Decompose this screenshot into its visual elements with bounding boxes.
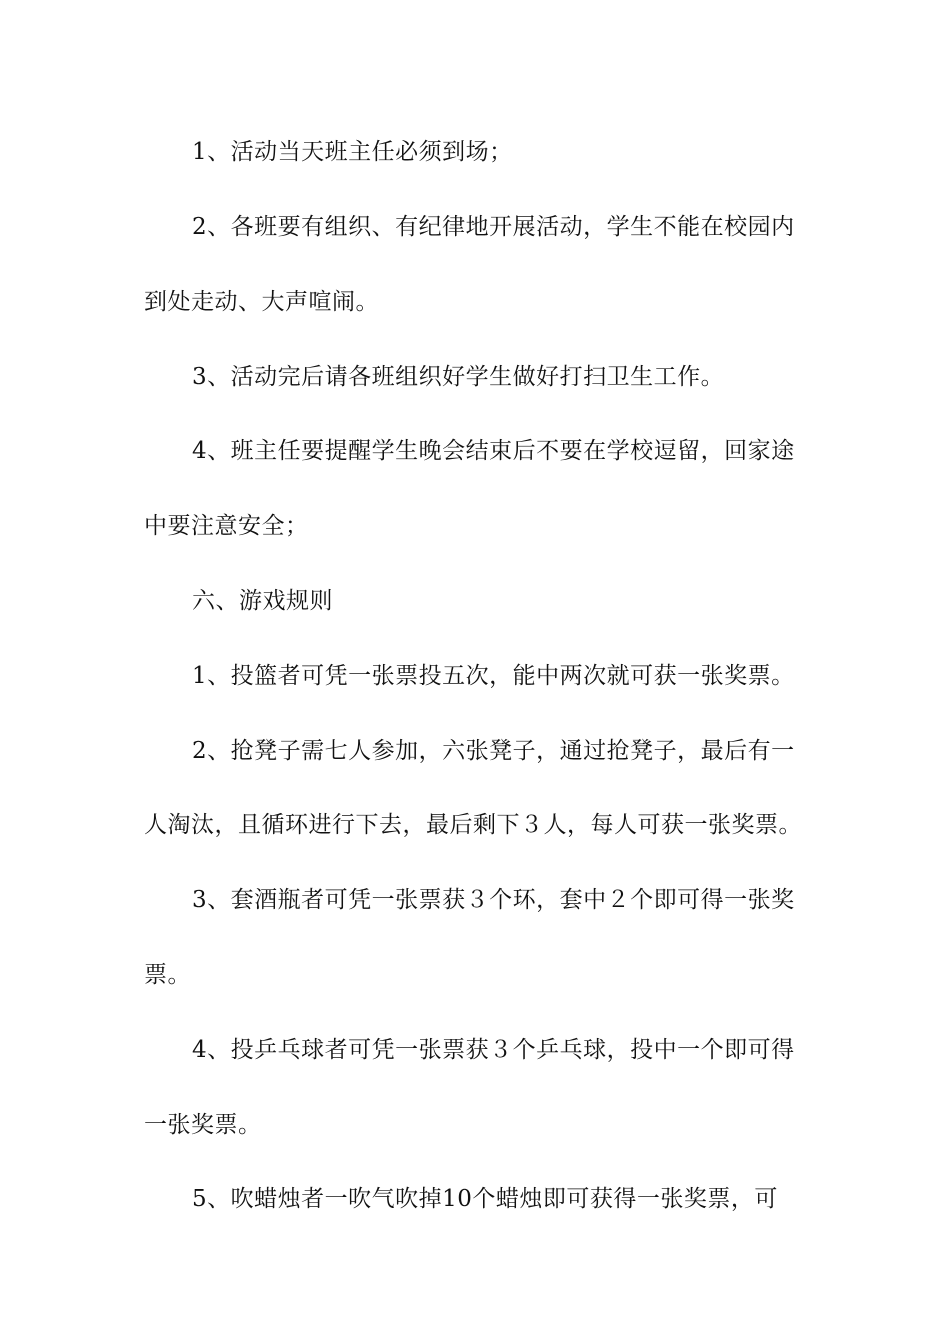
section-heading: 六、游戏规则 xyxy=(192,588,333,614)
text-line: 2、各班要有组织、有纪律地开展活动，学生不能在校园内 xyxy=(192,214,795,240)
text-line: 1、投篮者可凭一张票投五次，能中两次就可获一张奖票。 xyxy=(192,663,795,689)
text-line: 一张奖票。 xyxy=(144,1112,262,1138)
text-line: 5、吹蜡烛者一吹气吹掉10个蜡烛即可获得一张奖票，可 xyxy=(192,1186,778,1212)
text-line: 4、投乒乓球者可凭一张票获３个乒乓球，投中一个即可得 xyxy=(192,1037,795,1063)
text-line: 到处走动、大声喧闹。 xyxy=(144,289,379,315)
text-line: 票。 xyxy=(144,962,191,988)
text-line: 2、抢凳子需七人参加，六张凳子，通过抢凳子，最后有一 xyxy=(192,738,795,764)
text-line: 人淘汰，且循环进行下去，最后剩下３人，每人可获一张奖票。 xyxy=(144,812,802,838)
text-line: 3、活动完后请各班组织好学生做好打扫卫生工作。 xyxy=(192,364,725,390)
text-line: 中要注意安全； xyxy=(144,513,309,539)
text-line: 4、班主任要提醒学生晚会结束后不要在学校逗留，回家途 xyxy=(192,438,795,464)
text-line: 3、套酒瓶者可凭一张票获３个环，套中２个即可得一张奖 xyxy=(192,887,795,913)
text-line: 1、活动当天班主任必须到场； xyxy=(192,139,513,165)
